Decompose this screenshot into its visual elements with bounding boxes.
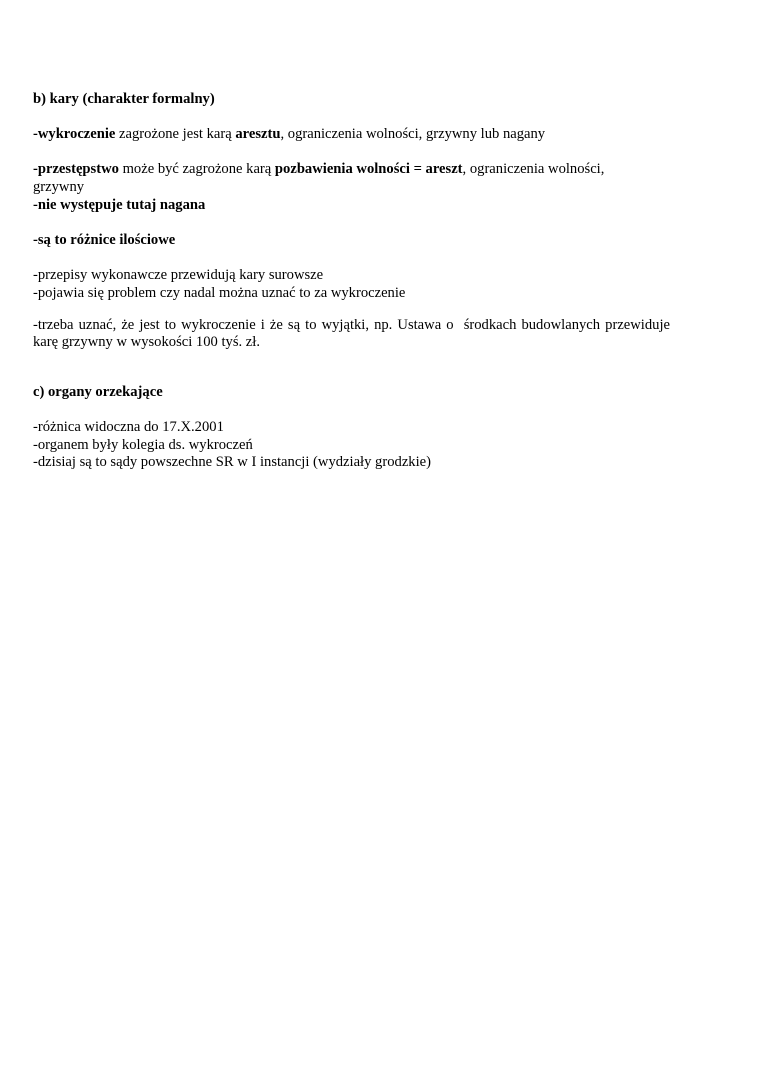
spacer — [33, 249, 670, 267]
list-item: -dzisiaj są to sądy powszechne SR w I instancji (wydziały grodzkie) — [33, 454, 431, 471]
document-page — [33, 91, 674, 472]
nagana-note: -nie występuje tutaj nagana — [33, 196, 206, 213]
spacer — [33, 144, 670, 162]
wykroczenie-paragraph: -wykroczenie zagrożone jest karą aresztu, ograniczenia wolności, grzywny lub nagany — [33, 126, 546, 143]
spacer — [33, 109, 670, 127]
section-c-heading: c) organy orzekające — [33, 384, 163, 401]
list-item: -organem były kolegia ds. wykroczeń — [33, 436, 253, 453]
spacer — [33, 214, 670, 232]
przestepstwo-paragraph: -przestępstwo może być zagrożone karą pozbawienia wolności = areszt, ograniczenia wolności, grzywny — [33, 161, 605, 195]
list-item: -różnica widoczna do 17.X.2001 — [33, 419, 224, 436]
list-item: -trzeba uznać, że jest to wykroczenie i że są to wyjątki, np. Ustawa o środkach budowlanych przewiduje karę grzywny w wysokości 100 tyś. zł. — [33, 316, 674, 351]
roznice-note: -są to różnice ilościowe — [33, 231, 176, 248]
spacer — [33, 402, 670, 420]
list-item: -pojawia się problem czy nadal można uznać to za wykroczenie — [33, 284, 406, 301]
section-b-heading: b) kary (charakter formalny) — [33, 91, 215, 107]
spacer — [33, 367, 670, 385]
list-item: -przepisy wykonawcze przewidują kary surowsze — [33, 266, 324, 283]
